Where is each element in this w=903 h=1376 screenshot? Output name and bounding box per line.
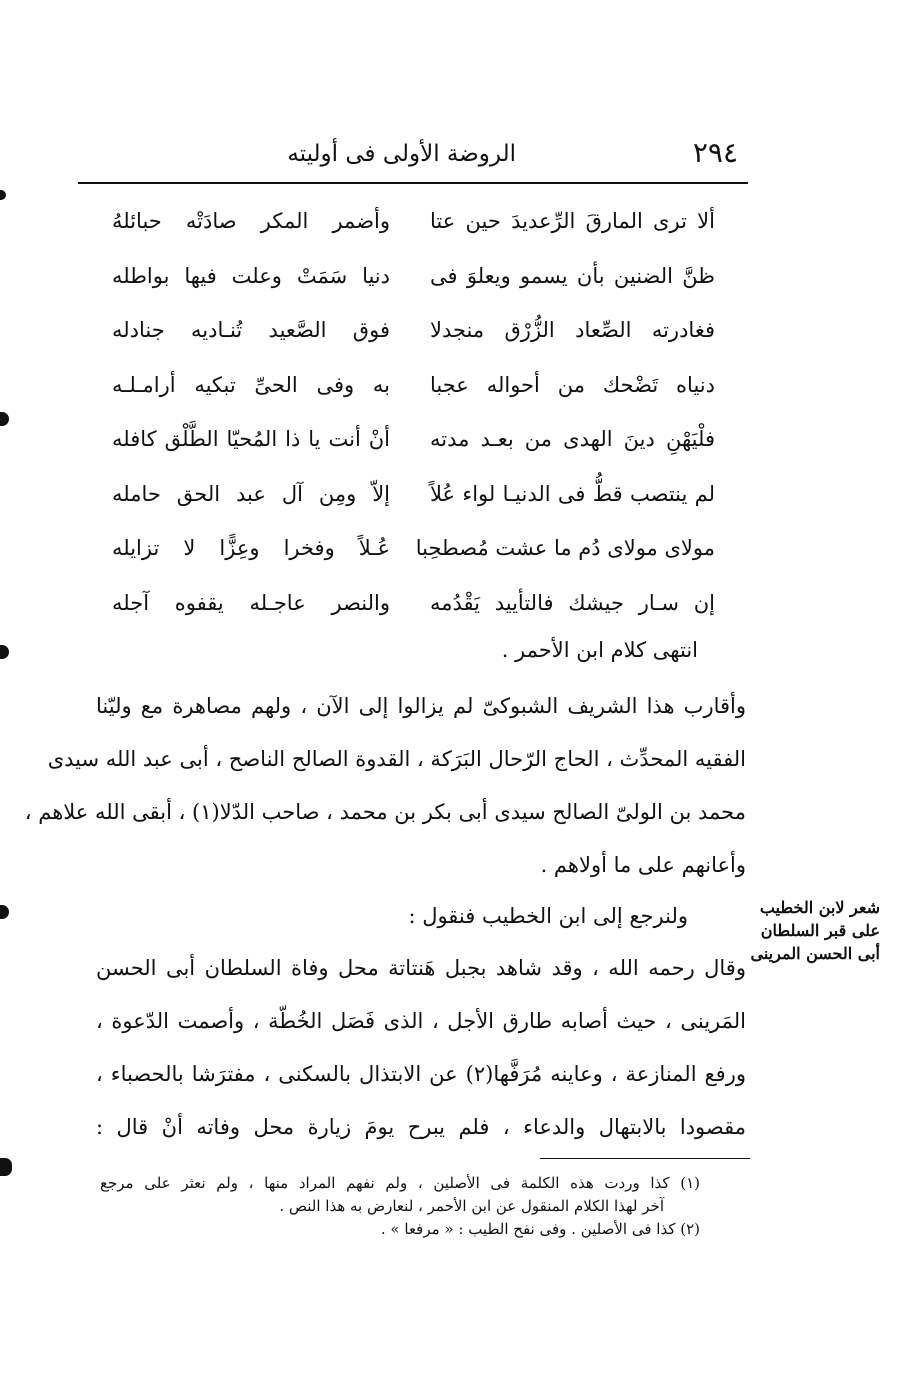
- margin-note: [752, 896, 880, 965]
- footnote-line: (٢) كذا فى الأصلين . وفى نفح الطيب : « مرفعا » .: [380, 1220, 700, 1238]
- text-line: مقصودا بالابتهال والدعاء ، فلم يبرح يومَ زيارة محل وفاته أنْ قال :: [96, 1115, 746, 1139]
- margin-note-line: على قبر السلطان: [760, 921, 880, 940]
- verse-second-hemistich: أنْ أنت يا ذا المُحيّا الطَّلْق كافله: [112, 427, 390, 451]
- text-line: محمد بن الولىّ الصالح سيدى أبى بكر بن محمد ، صاحب الدّلا(١) ، أبقى الله علاهم ،: [24, 800, 746, 824]
- text-line: ولنرجع إلى ابن الخطيب فنقول :: [408, 904, 688, 928]
- binding-mark: [0, 905, 9, 919]
- verse-second-hemistich: دنيا سَمَتْ وعلت فيها بواطله: [112, 263, 390, 288]
- binding-mark: [0, 190, 6, 200]
- poem-verse: [100, 469, 715, 524]
- poem-verse: [100, 196, 715, 251]
- quote-ending: انتهى كلام ابن الأحمر .: [501, 638, 698, 662]
- verse-first-hemistich: دنياه تَضْحك من أحواله عجبا: [430, 372, 715, 397]
- running-title: الروضة الأولى فى أوليته: [287, 141, 516, 167]
- paragraph: [24, 680, 746, 892]
- text-line: وقال رحمه الله ، وقد شاهد بجبل هَنتاتة محل وفاة السلطان أبى الحسن: [96, 956, 746, 980]
- poem-verse: [100, 523, 715, 578]
- page-header: [78, 128, 748, 178]
- margin-note-line: شعر لابن الخطيب: [759, 898, 880, 917]
- verse-first-hemistich: ألا ترى المارقَ الرِّعديدَ حين عتا: [430, 209, 715, 233]
- verse-first-hemistich: مولاى مولاى دُم ما عشت مُصطحِبا: [415, 536, 715, 560]
- margin-note-line: أبى الحسن المرينى: [750, 944, 880, 963]
- poem-verse: [100, 360, 715, 415]
- verse-second-hemistich: به وفى الحىِّ تبكيه أرامـلـه: [112, 372, 390, 397]
- poem-verse: [100, 578, 715, 633]
- text-line: المَرينى ، حيث أصابه طارق الأجل ، الذى فَصَل الخُطّة ، وأصمت الدّعوة ،: [96, 1009, 746, 1033]
- verse-second-hemistich: إلاّ ومِن آل عبد الحق حامله: [112, 481, 390, 506]
- verse-first-hemistich: لم ينتصب قطُّ فى الدنيـا لواء عُلاً: [430, 481, 715, 506]
- text-line: وأعانهم على ما أولاهم .: [540, 853, 746, 877]
- paragraph: [96, 942, 746, 1154]
- text-line: الفقيه المحدِّث ، الحاج الرّحال البَرَكة ، القدوة الصالح الناصح ، أبى عبد الله سيدى: [47, 747, 746, 771]
- poem-verse: [100, 251, 715, 306]
- page-number: ٢٩٤: [692, 136, 738, 169]
- verse-first-hemistich: فغادرته الصِّعاد الزُّرْق منجدلا: [430, 318, 715, 342]
- poem: [100, 196, 715, 632]
- poem-verse: [100, 414, 715, 469]
- footnote-line: آخر لهذا الكلام المنقول عن ابن الأحمر ، لنعارض به هذا النص .: [279, 1197, 664, 1215]
- binding-mark: [0, 412, 9, 426]
- verse-first-hemistich: إن سـار جيشك فالتأييد يَقْدُمه: [430, 590, 715, 615]
- poem-verse: [100, 305, 715, 360]
- verse-second-hemistich: وأضمر المكر صادَتْه حبائلهُ: [112, 209, 390, 233]
- verse-second-hemistich: والنصر عاجـله يقفوه آجله: [112, 590, 390, 615]
- binding-mark: [0, 645, 9, 659]
- binding-mark: [0, 1158, 12, 1176]
- footnote-rule: [540, 1158, 750, 1159]
- footnotes: [100, 1172, 700, 1241]
- verse-second-hemistich: فوق الصَّعيد تُنـاديه جنادله: [112, 318, 390, 342]
- text-line: ورفع المنازعة ، وعاينه مُرَفَّها(٢) عن الابتذال بالسكنى ، مفترَشا بالحصباء ،: [96, 1062, 747, 1086]
- verse-first-hemistich: ظنَّ الضنين بأن يسمو ويعلوَ فى: [430, 263, 715, 288]
- verse-second-hemistich: عُـلاً وفخرا وعِزًّا لا تزايله: [112, 536, 390, 560]
- header-rule: [78, 182, 748, 184]
- paragraph: [96, 890, 746, 943]
- verse-first-hemistich: فلْيَهْنِ دينَ الهدى من بعـد مدته: [430, 427, 715, 451]
- footnote-line: (١) كذا وردت هذه الكلمة فى الأصلين ، ولم نفهم المراد منها ، ولم نعثر على مرجع: [100, 1174, 700, 1192]
- text-line: وأقارب هذا الشريف الشبوكىّ لم يزالوا إلى الآن ، ولهم مصاهرة مع وليّنا: [96, 694, 746, 718]
